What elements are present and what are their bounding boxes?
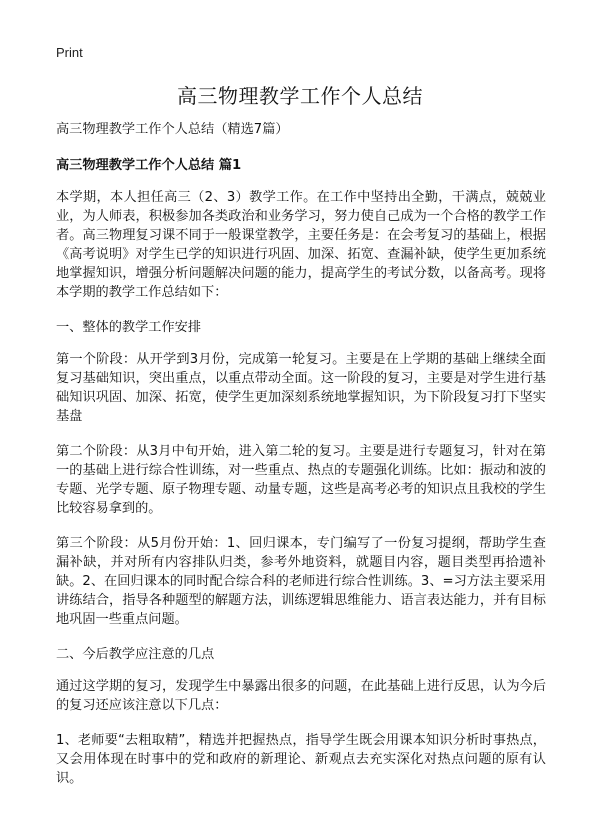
stage-one-paragraph: 第一个阶段：从开学到3月份，完成第一轮复习。主要是在上学期的基础上继续全面复习基础知识，突出重点，以重点带动全面。这一阶段的复习，主要是对学生进行基础知识巩固、加深、拓宽，使学生更加深刻系统地掌握知识，为下阶段复习打下坚实基盘 — [56, 352, 546, 424]
stage-three-paragraph: 第三个阶段：从5月份开始：1、回归课本，专门编写了一份复习提纲，帮助学生查漏补缺，并对所有内容排队归类，参考外地资料，就题目内容，题目类型再拾遗补缺。2、在回归课本的同时配合综合科的老师进行综合性训练。3、=习方法主要采用讲练结合，指导各种题型的解题方法，训练逻辑思维能力、语言表达能力，并有目标地巩固一些重点问题。 — [56, 536, 546, 627]
reflection-paragraph: 通过这学期的复习，发现学生中暴露出很多的问题，在此基础上进行反思，认为今后的复习还应该注意以下几点： — [56, 679, 546, 713]
document-subtitle: 高三物理教学工作个人总结（精选7篇） — [56, 122, 289, 137]
stage-two-paragraph: 第二个阶段：从3月中旬开始，进入第二轮的复习。主要是进行专题复习，针对在第一的基础上进行综合性训练，对一些重点、热点的专题强化训练。比如：振动和波的专题、光学专题、原子物理专题、动量专题，这些是高考必考的知识点且我校的学生比较容易拿到的。 — [56, 444, 546, 516]
subheading-future-notes: 二、今后教学应注意的几点 — [56, 647, 215, 662]
subheading-work-arrangement: 一、整体的教学工作安排 — [56, 320, 202, 335]
section-heading: 高三物理教学工作个人总结 篇1 — [56, 158, 242, 173]
page-title: 高三物理教学工作个人总结 — [177, 84, 423, 108]
intro-paragraph: 本学期，本人担任高三（2、3）教学工作。在工作中坚持出全勤，干满点，兢兢业业，为人师表，积极参加各类政治和业务学习，努力使自己成为一个合格的教学工作者。高三物理复习课不同于一般课堂教学，主要任务是：在会考复习的基础上，根据《高考说明》对学生已学的知识进行巩固、加深、拓宽、查漏补缺，使学生更加系统地掌握知识，增强分析问题解决问题的能力，提高学生的考试分数，以备高考。现将本学期的教学工作总结如下： — [56, 190, 546, 300]
print-link[interactable]: Print — [56, 45, 83, 60]
point-one-paragraph: 1、老师要“去粗取精”，精选并把握热点，指导学生既会用课本知识分析时事热点，又会用体现在时事中的党和政府的新理论、新观点去充实深化对热点问题的原有认识。 — [56, 733, 546, 786]
document-body — [56, 120, 546, 804]
